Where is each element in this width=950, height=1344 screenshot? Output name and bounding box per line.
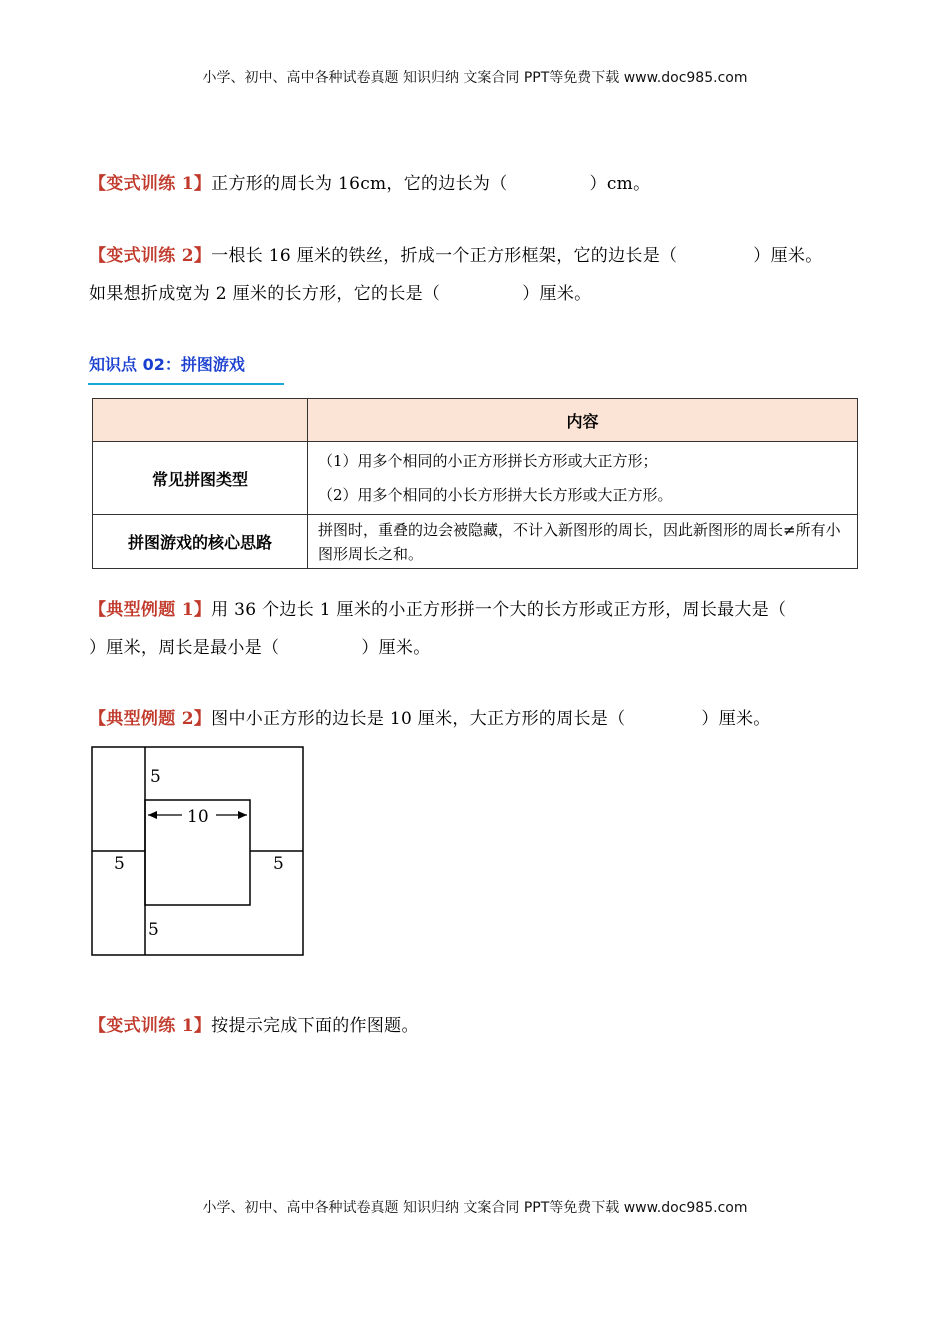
label-top: 5 [150, 767, 161, 787]
exercise-1 [89, 165, 869, 203]
table-row-label: 拼图游戏的核心思路 [93, 515, 308, 569]
table-row-content [308, 442, 858, 515]
label-left: 5 [114, 854, 125, 874]
table-header-cell: 内容 [308, 399, 858, 442]
example-tag: 【典型例题 2】 [89, 709, 212, 729]
example-text: 图中小正方形的边长是 10 厘米，大正方形的周长是（ [211, 709, 626, 729]
exercise-text: ）cm。 [589, 174, 651, 194]
exercise-text: 一根长 16 厘米的铁丝，折成一个正方形框架，它的边长是（ [211, 246, 678, 266]
knowledge-point-title: 知识点 02：拼图游戏 [89, 355, 245, 374]
example-text: ）厘米，周长是最小是（ [89, 638, 280, 658]
arrowhead-right-icon [238, 811, 247, 819]
knowledge-table [92, 398, 858, 569]
table-line: （1）用多个相同的小正方形拼长方形或大正方形； [318, 452, 658, 470]
example-1 [89, 591, 869, 667]
exercise-text: 如果想折成宽为 2 厘米的长方形，它的长是（ [89, 284, 441, 304]
page-header: 小学、初中、高中各种试卷真题 知识归纳 文案合同 PPT等免费下载 www.doc985.com [202, 70, 748, 86]
arrowhead-left-icon [148, 811, 157, 819]
exercise-text: 按提示完成下面的作图题。 [211, 1016, 419, 1036]
page-footer: 小学、初中、高中各种试卷真题 知识归纳 文案合同 PPT等免费下载 www.doc985.com [202, 1200, 748, 1216]
label-right: 5 [273, 854, 284, 874]
example-text: 用 36 个边长 1 厘米的小正方形拼一个大的长方形或正方形，周长最大是（ [211, 600, 787, 620]
example-text: ）厘米。 [701, 709, 771, 729]
table-row-content: 拼图时，重叠的边会被隐藏，不计入新图形的周长，因此新图形的周长≠所有小图形周长之和。 [308, 515, 858, 569]
exercise-text: ）厘米。 [522, 284, 592, 304]
exercise-3 [89, 1007, 869, 1045]
label-width: 10 [187, 807, 209, 827]
label-bottom: 5 [148, 920, 159, 940]
exercise-tag: 【变式训练 2】 [89, 246, 212, 266]
table-corner-cell [93, 399, 308, 442]
example-2 [89, 700, 869, 738]
example-text: ）厘米。 [361, 638, 431, 658]
exercise-tag: 【变式训练 1】 [89, 174, 212, 194]
exercise-tag: 【变式训练 1】 [89, 1016, 212, 1036]
title-underline [88, 383, 284, 385]
exercise-2 [89, 237, 869, 313]
square-puzzle-figure [90, 745, 306, 959]
exercise-text: 正方形的周长为 16cm，它的边长为（ [211, 174, 508, 194]
example-tag: 【典型例题 1】 [89, 600, 212, 620]
exercise-text: ）厘米。 [753, 246, 823, 266]
table-row-label: 常见拼图类型 [93, 442, 308, 515]
table-line: （2）用多个相同的小长方形拼大长方形或大正方形。 [318, 486, 673, 504]
